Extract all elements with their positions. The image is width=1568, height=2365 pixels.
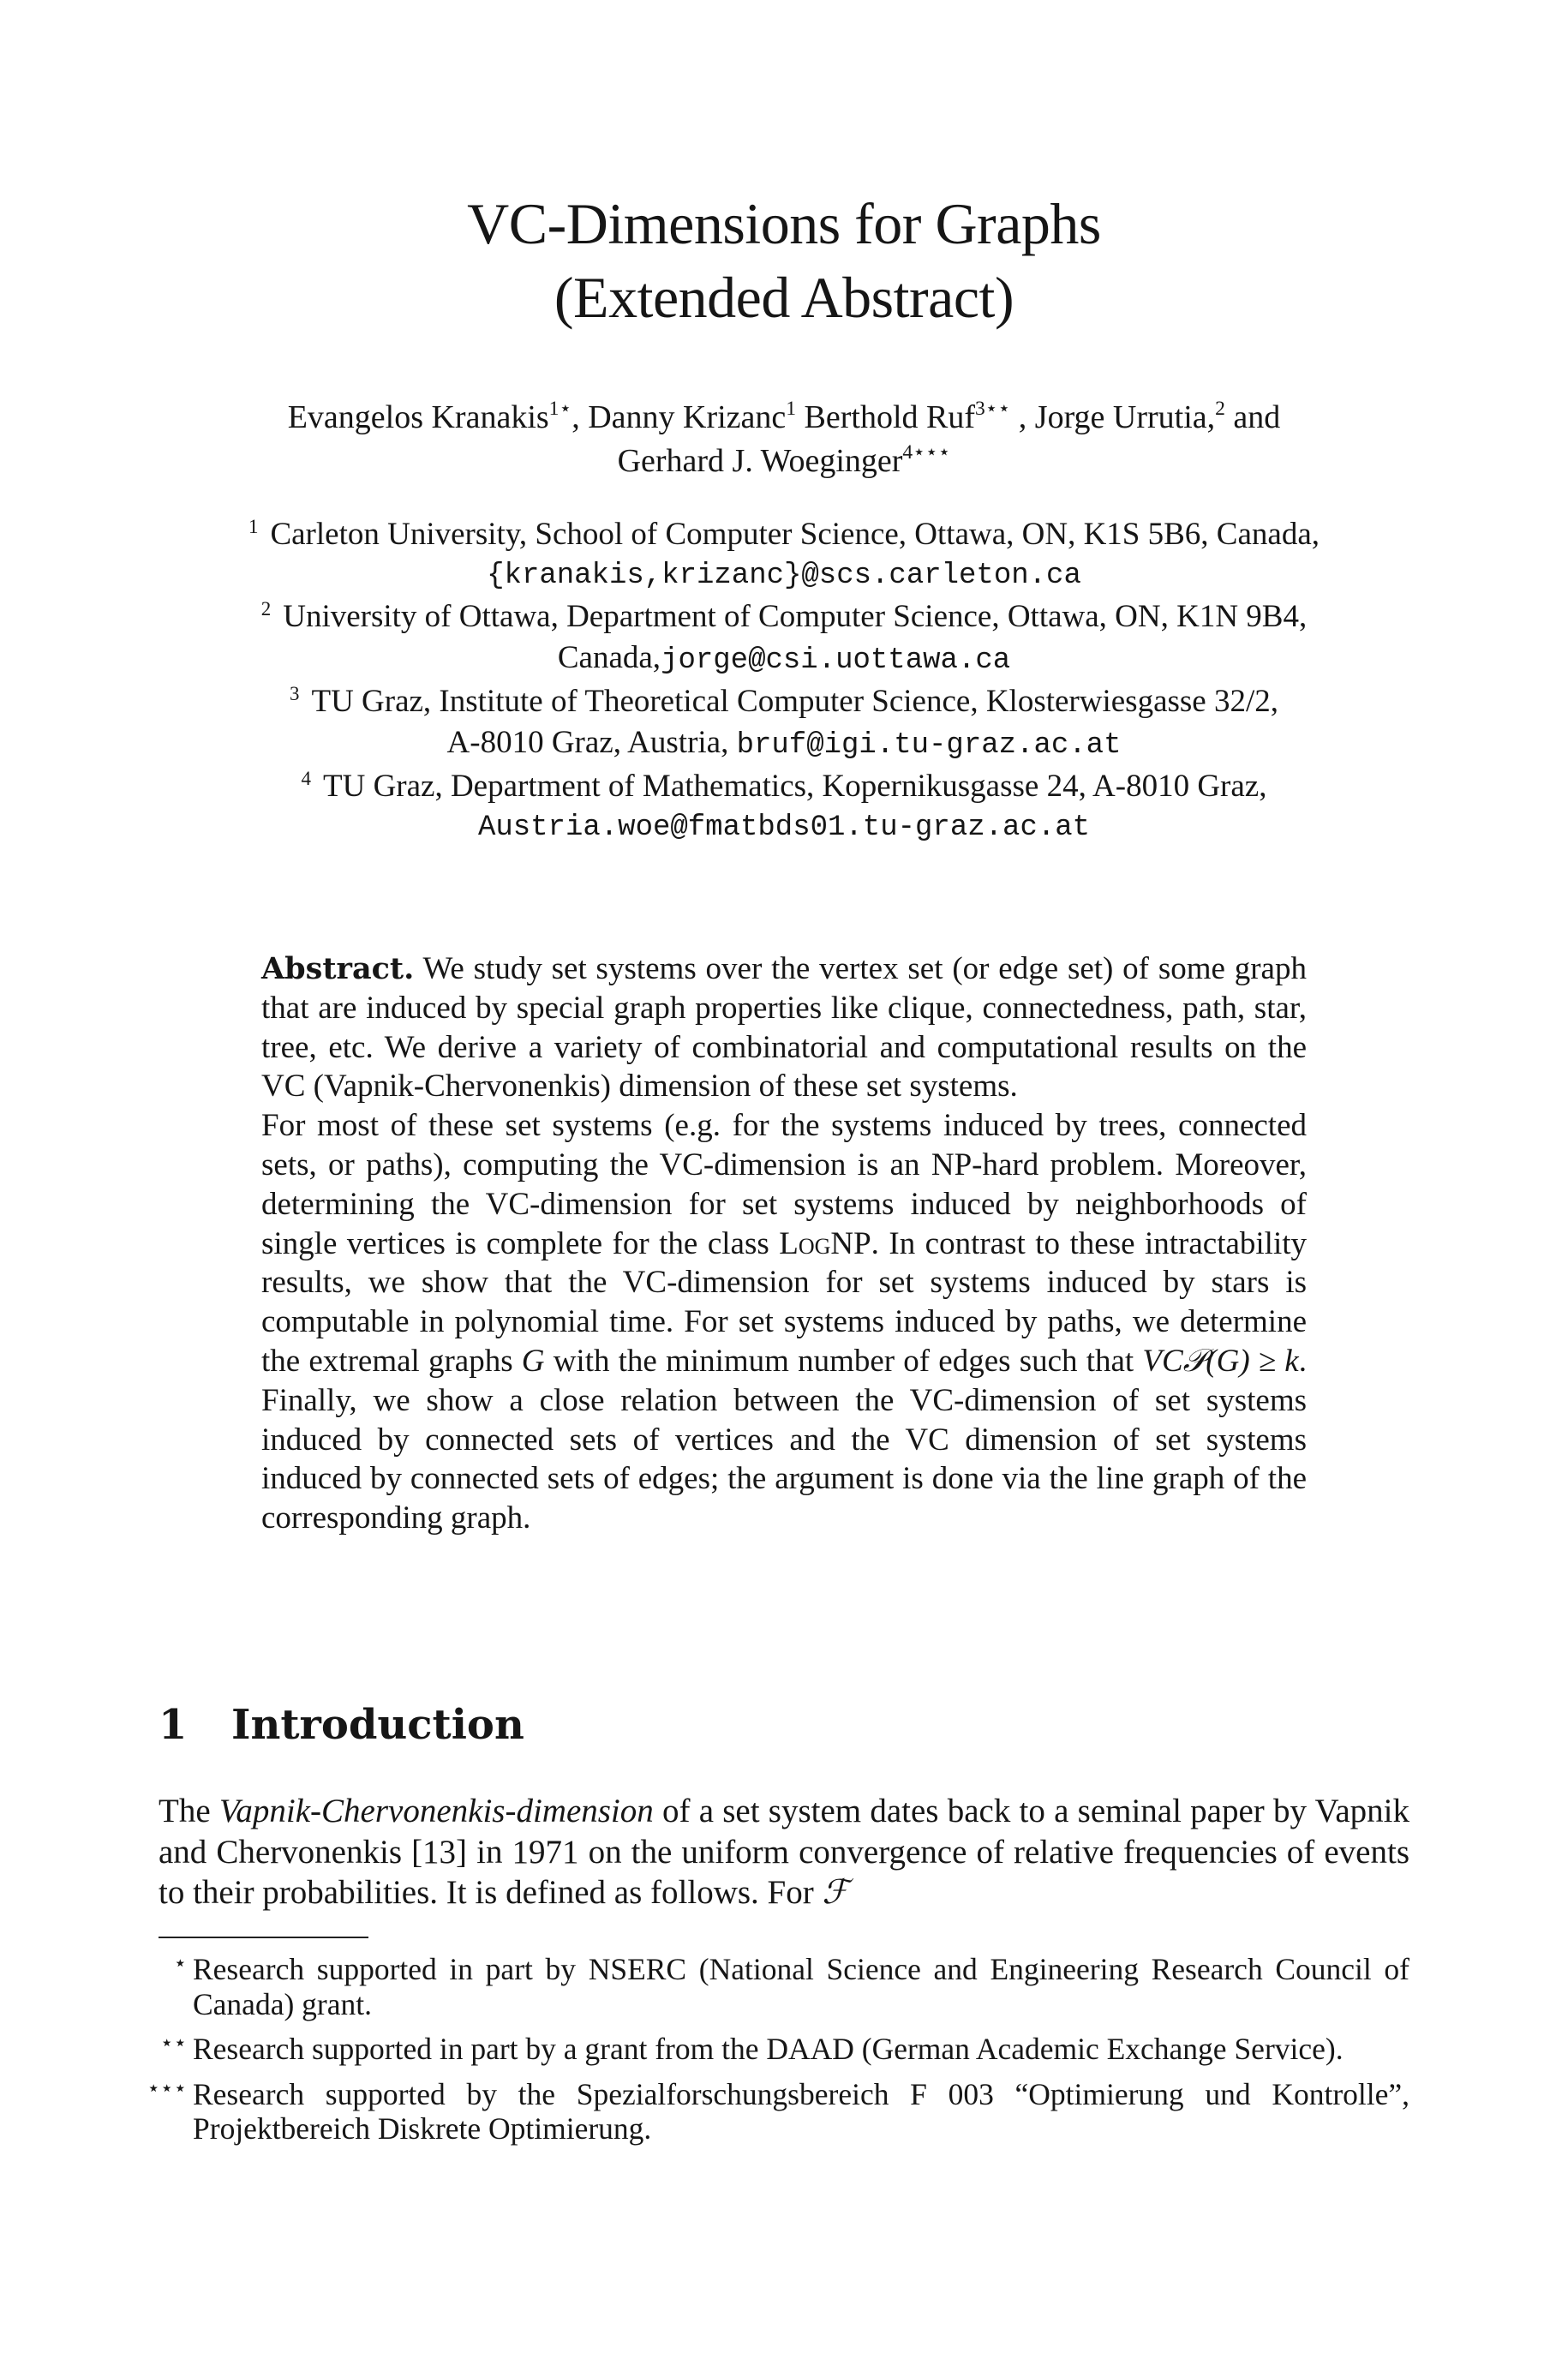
authors-line-1: Evangelos Kranakis$^{1⋆}$, Danny Krizanc$^1$ Berthold Ruf$^{3⋆⋆}$ , Jorge Urrutia,$^2$ and bbox=[287, 398, 1281, 435]
affiliation-text: A-8010 Graz, Austria, bbox=[446, 725, 729, 760]
footnote-text: Research supported in part by NSERC (National Science and Engineering Research Council of Canada) grant. bbox=[193, 1952, 1409, 2021]
math-symbol: G bbox=[521, 1343, 545, 1379]
title-line-1: VC-Dimensions for Graphs bbox=[467, 191, 1101, 256]
affiliation-email: Austria.woe@fmatbds01.tu-graz.ac.at bbox=[477, 811, 1091, 844]
abstract-text: . In contrast to these intractability results, we show that the VC-dimension for set systems induced by stars is computable in polynomial time. For set systems induced by paths, we determine the extremal graphs bbox=[261, 1225, 1308, 1379]
footnote-mark: ⋆⋆⋆ bbox=[147, 2076, 187, 2100]
math-formula: VC𝒫(G) ≥ k bbox=[1142, 1343, 1299, 1379]
footnote-item bbox=[129, 2032, 1409, 2067]
affiliation-item bbox=[163, 514, 1405, 596]
affiliation-email: {kranakis,krizanc}@scs.carleton.ca bbox=[487, 560, 1081, 592]
body-text: The bbox=[159, 1793, 211, 1829]
abstract-text: . Finally, we show a close relation between the VC-dimension of set systems induced by connected sets of vertices and the VC dimension of set systems induced by connected sets of edges; the argument is done via the line graph of the corresponding graph. bbox=[261, 1343, 1307, 1536]
footnote-text: Research supported by the Spezialforschungsbereich F 003 “Optimierung und Kontrolle”, Projektbereich Diskrete Optimierung. bbox=[193, 2076, 1409, 2146]
footnote-text: Research supported in part by a grant from the DAAD (German Academic Exchange Service). bbox=[193, 2032, 1344, 2066]
affiliation-email: bruf@igi.tu-graz.ac.at bbox=[736, 729, 1122, 762]
affiliation-list bbox=[163, 514, 1405, 848]
affiliation-text: Canada, bbox=[557, 640, 661, 675]
author-name: Gerhard J. Woeginger bbox=[617, 443, 903, 479]
footnote-mark: ⋆⋆ bbox=[159, 2032, 187, 2055]
defined-term: Vapnik-Chervonenkis-dimension bbox=[218, 1793, 654, 1829]
abstract-paragraph bbox=[261, 1106, 1307, 1538]
author-name: Berthold Ruf bbox=[804, 399, 976, 435]
author-mark: 1 bbox=[786, 398, 797, 421]
section-title: Introduction bbox=[231, 1701, 524, 1749]
section-heading bbox=[159, 1701, 524, 1749]
affiliation-item bbox=[163, 681, 1405, 766]
affiliation-text: University of Ottawa, Department of Computer Science, Ottawa, ON, K1N 9B4, bbox=[283, 599, 1308, 634]
affiliation-text: TU Graz, Institute of Theoretical Computer Science, Klosterwiesgasse 32/2, bbox=[311, 684, 1278, 719]
author-mark: 3⋆⋆ bbox=[975, 398, 1011, 421]
footnote-item bbox=[129, 2077, 1409, 2146]
paper-title bbox=[0, 187, 1568, 334]
affiliation-number: 3 bbox=[290, 682, 300, 704]
intro-paragraph bbox=[159, 1791, 1409, 1913]
footnote-item bbox=[129, 1952, 1409, 2021]
abstract-label: Abstract. bbox=[261, 951, 415, 986]
abstract-paragraph bbox=[261, 949, 1307, 1106]
affiliation-text: TU Graz, Department of Mathematics, Kopernikusgasse 24, A-8010 Graz, bbox=[323, 769, 1267, 804]
author-name: Danny Krizanc bbox=[588, 399, 787, 435]
affiliation-item bbox=[163, 766, 1405, 848]
body-text: of a set system dates back to a seminal paper by Vapnik and Chervonenkis [13] in 1971 on the uniform convergence of relative frequencies of events to their probabilities. It is defined as follows. For bbox=[159, 1793, 1410, 1911]
author-list bbox=[0, 396, 1568, 483]
authors-line-2 bbox=[0, 440, 1568, 483]
affiliation-item bbox=[163, 596, 1405, 681]
affiliation-text: Carleton University, School of Computer Science, Ottawa, ON, K1S 5B6, Canada, bbox=[270, 517, 1320, 552]
math-symbol: ℱ bbox=[822, 1874, 849, 1911]
abstract-text: We study set systems over the vertex set (or edge set) of some graph that are induced by special graph properties like clique, connectedness, path, star, tree, etc. We derive a variety of combinatorial and computational results on the VC (Vapnik-Chervonenkis) dimension of these set systems. bbox=[261, 951, 1307, 1105]
author-name: Evangelos Kranakis bbox=[287, 399, 549, 435]
affiliation-email: jorge@csi.uottawa.ca bbox=[661, 644, 1011, 677]
author-name: Jorge Urrutia, bbox=[1034, 399, 1216, 435]
footnote-mark: ⋆ bbox=[173, 1952, 187, 1975]
author-mark: 1⋆ bbox=[548, 398, 572, 421]
abstract-text: with the minimum number of edges such that bbox=[553, 1343, 1134, 1379]
title-line-2: (Extended Abstract) bbox=[554, 265, 1014, 330]
abstract-text: For most of these set systems (e.g. for the systems induced by trees, connected sets, or paths), computing the VC-dimension is an NP-hard problem. Moreover, determining the VC-dimension for set systems induced by neighborhoods of single vertices is complete for the class bbox=[261, 1108, 1307, 1261]
affiliation-number: 2 bbox=[260, 597, 272, 620]
affiliation-number: 1 bbox=[248, 515, 259, 537]
footnote-rule bbox=[159, 1937, 368, 1938]
footnote-list bbox=[129, 1952, 1409, 2157]
author-mark: 2 bbox=[1215, 398, 1225, 421]
section-number: 1 bbox=[159, 1701, 188, 1749]
author-conjunction: and bbox=[1233, 399, 1281, 435]
complexity-class: LogNP bbox=[779, 1225, 871, 1261]
affiliation-number: 4 bbox=[301, 767, 311, 789]
author-mark: 4⋆⋆⋆ bbox=[902, 441, 951, 464]
abstract bbox=[261, 949, 1307, 1538]
